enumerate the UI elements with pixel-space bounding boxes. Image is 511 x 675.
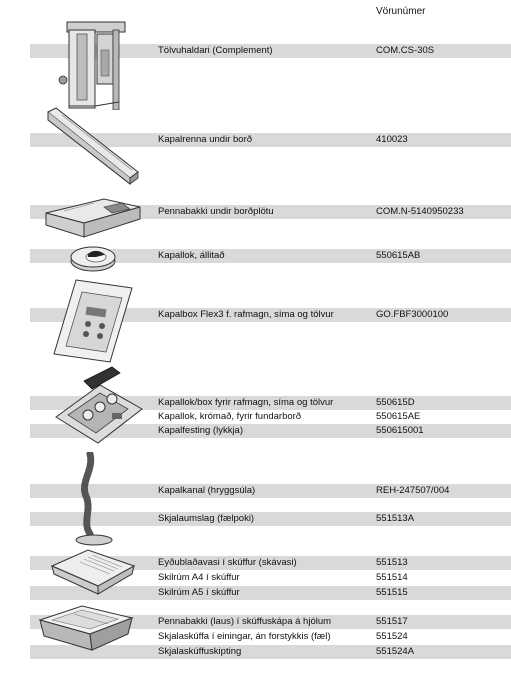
product-number-header: Vörunúmer: [376, 6, 426, 17]
product-code: 551515: [376, 587, 408, 598]
computer-holder-illustration: [55, 20, 135, 110]
product-code: 550615001: [376, 425, 424, 436]
product-code: GO.FBF3000100: [376, 309, 449, 320]
pen-tray-illustration: [44, 193, 144, 243]
product-code: 550615AB: [376, 250, 421, 261]
product-name: Skilrúm A5 í skúffur: [158, 587, 240, 598]
product-code: COM.N-5140950233: [376, 206, 464, 217]
product-name: Tölvuhaldari (Complement): [158, 45, 273, 56]
cable-tray-illustration: [44, 106, 144, 186]
product-name: Kapalbox Flex3 f. rafmagn, síma og tölvur: [158, 309, 334, 320]
product-code: 550615AE: [376, 411, 421, 422]
product-name: Pennabakki undir borðplötu: [158, 206, 274, 217]
product-code: COM.CS-30S: [376, 45, 435, 56]
product-name: Kapallok, krómað, fyrir fundarborð: [158, 411, 302, 422]
product-code: 551524A: [376, 646, 415, 657]
cable-box-illustration: [52, 278, 134, 364]
drawer-form-tray-illustration: [50, 546, 136, 596]
product-name: Skjalaskúffuskipting: [158, 646, 242, 657]
product-name: Kapallok/box fyrir rafmagn, síma og tölvur: [158, 397, 334, 408]
product-code: 410023: [376, 134, 408, 145]
product-code: 551514: [376, 572, 408, 583]
product-name: Kapalfesting (lykkja): [158, 425, 244, 436]
cable-box-open-illustration: [54, 365, 144, 447]
product-name: Skjalaskúffa í einingar, án forstykkis (fæl): [158, 631, 331, 642]
product-name: Pennabakki (laus) í skúffuskápa á hjólum: [158, 616, 332, 627]
product-code: 551517: [376, 616, 408, 627]
product-name: Skjalaumslag (fælpoki): [158, 513, 255, 524]
product-name: Skilrúm A4 í skúffur: [158, 572, 240, 583]
product-name: Eyðublaðavasi í skúffur (skávasi): [158, 557, 297, 568]
cable-cap-illustration: [68, 243, 118, 273]
product-name: Kapalkanal (hryggsúla): [158, 485, 256, 496]
product-code: 551524: [376, 631, 408, 642]
product-code: REH-247507/004: [376, 485, 450, 496]
product-code: 551513A: [376, 513, 415, 524]
product-name: Kapalrenna undir borð: [158, 134, 253, 145]
loose-pen-tray-illustration: [38, 602, 134, 652]
cable-spine-illustration: [70, 452, 116, 548]
product-code: 551513: [376, 557, 408, 568]
product-name: Kapallok, állitað: [158, 250, 225, 261]
product-code: 550615D: [376, 397, 415, 408]
